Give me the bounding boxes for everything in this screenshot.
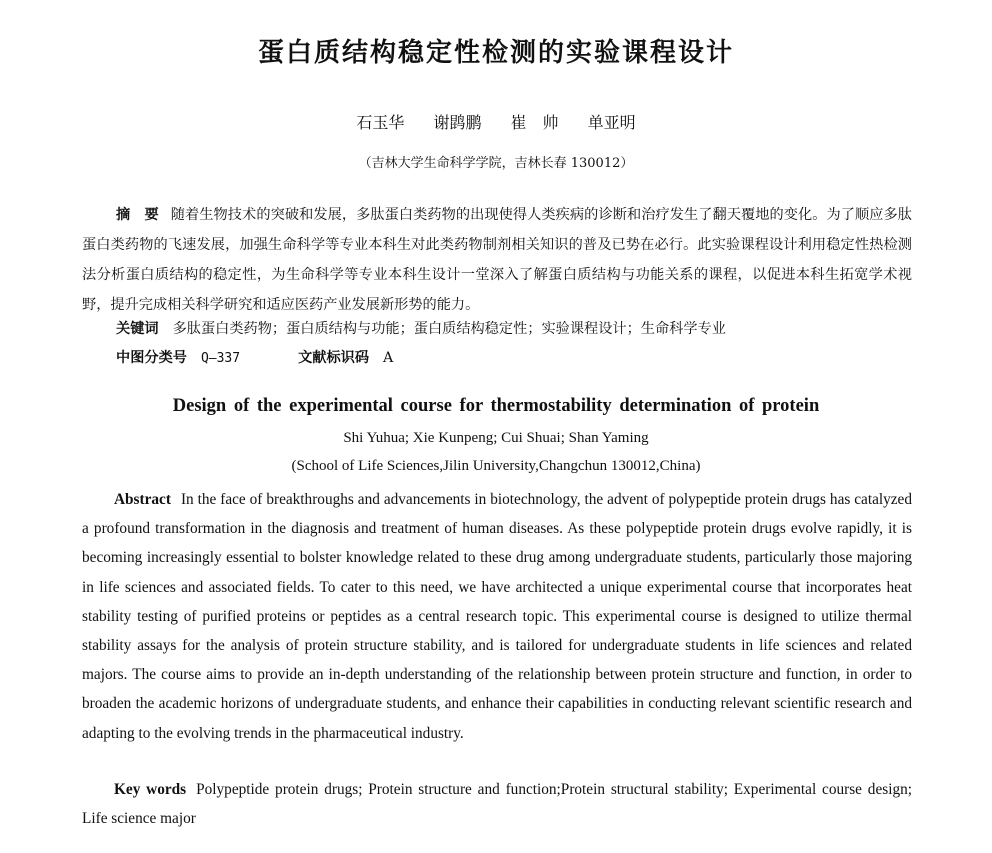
chinese-affiliation: （吉林大学生命科学学院，吉林长春 130012） xyxy=(358,156,634,171)
english-abstract-label: Abstract xyxy=(114,491,171,508)
author-name: 谢鹍鹏 xyxy=(433,113,482,132)
chinese-keywords-text: 多肽蛋白类药物；蛋白质结构与功能；蛋白质结构稳定性；实验课程设计；生命科学专业 xyxy=(172,321,726,337)
clc-label: 中图分类号 xyxy=(116,350,187,366)
english-affiliation: (School of Life Sciences,Jilin University,Changchun 130012,China) xyxy=(291,458,701,474)
chinese-title: 蛋白质结构稳定性检测的实验课程设计 xyxy=(257,38,734,68)
chinese-abstract-text: 随着生物技术的突破和发展，多肽蛋白类药物的出现使得人类疾病的诊断和治疗发生了翻天覆地的变化。为了顺应多肽蛋白类药物的飞速发展，加强生命科学等专业本科生对此类药物制剂相关知识的普及已势在必行。此实验课程设计利用稳定性热检测法分析蛋白质结构的稳定性，为生命科学等专业本科生设计一堂深入了解蛋白质结构与功能关系的课程，以促进本科生拓宽学术视野，提升完成相关科学研究和适应医药产业发展新形势的能力。 xyxy=(82,207,912,313)
chinese-abstract xyxy=(82,200,912,320)
english-keywords-text: Polypeptide protein drugs; Protein structure and function;Protein structural stability; Experimental course design; Life science major xyxy=(82,781,912,828)
english-abstract-text: In the face of breakthroughs and advancements in biotechnology, the advent of polypeptide protein drugs has catalyzed a profound transformation in the diagnosis and treatment of human diseases. As these polypeptide protein drugs evolve rapidly, it is becoming increasingly essential to bolster knowledge related to these drug among undergraduate students, particularly those majoring in life sciences and associated fields. To cater to this need, we have architected a unique experimental course that incorporates heat stability testing of purified proteins or peptides as a central research topic. This experimental course is designed to utilize thermal stability assays for the analysis of protein structure stability, and is tailored for undergraduate students in life sciences and related majors. The course aims to provide an in-depth understanding of the relationship between protein structure and function, in order to broaden the academic horizons of undergraduate students, and enhance their capabilities in conducting relevant scientific research and adapting to the evolving trends in the pharmaceutical industry. xyxy=(82,491,912,742)
chinese-keywords xyxy=(116,318,726,338)
chinese-authors xyxy=(0,110,992,133)
author-name: 石玉华 xyxy=(356,113,405,132)
chinese-keywords-label: 关键词 xyxy=(116,321,159,337)
english-authors: Shi Yuhua; Xie Kunpeng; Cui Shuai; Shan Yaming xyxy=(343,430,649,446)
author-name: 单亚明 xyxy=(587,113,636,132)
classification-row xyxy=(116,347,393,367)
author-name: 崔 帅 xyxy=(510,113,559,132)
english-abstract xyxy=(82,485,912,748)
english-title: Design of the experimental course for thermostability determination of protein xyxy=(172,396,820,416)
doc-code-label: 文献标识码 xyxy=(298,350,370,366)
english-keywords xyxy=(82,775,912,833)
english-keywords-label: Key words xyxy=(114,781,187,798)
chinese-abstract-label: 摘 要 xyxy=(116,207,159,223)
clc-value: Q—337 xyxy=(200,351,241,366)
doc-code-value: A xyxy=(383,350,394,366)
